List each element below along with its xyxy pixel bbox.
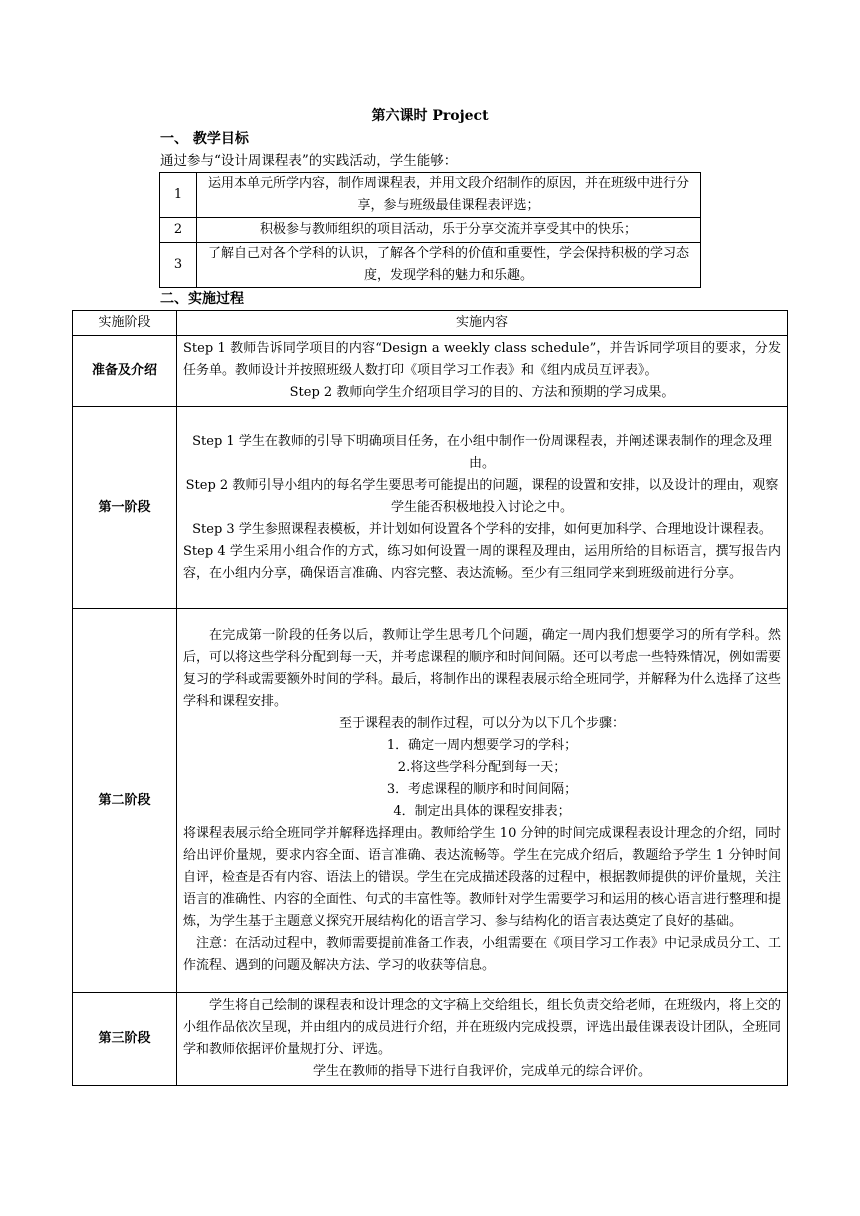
- table-row: [73, 336, 788, 407]
- section-heading-process: 二、实施过程: [160, 291, 244, 307]
- content-paragraph: 将课程表展示给全班同学并解释选择理由。教师给学生 10 分钟的时间完成课程表设计理念的介绍，同时给出评价量规，要求内容全面、语言准确、表达流畅等。学生在完成介绍后，教题给予学生 1 分钟时间自评，检查是否有内容、语法上的错误。学生在完成描述段落的过程中，根据教师提供的评价量规，关注语言的准确性、内容的全面性、句式的丰富性等。教师针对学生需要学习和运用的核心语言进行整理和提炼，为学生基于主题意义探究开展结构化的语言学习、参与结构化的语言表达奠定了良好的基础。: [183, 825, 782, 929]
- section-heading-goals: 一、 教学目标: [160, 131, 249, 147]
- stage-label: 第二阶段: [73, 609, 177, 993]
- content-paragraph: Step 3 学生参照课程表模板，并计划如何设置各个学科的安排，如何更加科学、合理地设计课程表。: [192, 521, 772, 537]
- column-header-content: 实施内容: [177, 311, 788, 336]
- content-paragraph: 至于课程表的制作过程，可以分为以下几个步骤：: [338, 715, 625, 731]
- content-paragraph: 注意：在活动过程中，教师需要提前准备工作表，小组需要在《项目学习工作表》中记录成员分工、工作流程、遇到的问题及解决方法、学习的收获等信息。: [183, 935, 782, 973]
- content-paragraph: Step 4 学生采用小组合作的方式，练习如何设置一周的课程及理由，运用所给的目标语言，撰写报告内容，在小组内分享，确保语言准确、内容完整、表达流畅。至少有三组同学来到班级前进行分享。: [183, 543, 781, 581]
- content-paragraph: Step 2 教师引导小组内的每名学生要思考可能提出的问题，课程的设置和安排，以及设计的理由，观察学生能否积极地投入讨论之中。: [185, 477, 779, 515]
- content-paragraph: 学生将自己绘制的课程表和设计理念的文字稿上交给组长，组长负责交给老师，在班级内，将上交的小组作品依次呈现，并由组内的成员进行介绍，并在班级内完成投票，评选出最佳课表设计团队，全班同学和教师依据评价量规打分、评选。: [183, 998, 782, 1057]
- stage-label: 第三阶段: [73, 993, 177, 1086]
- content-paragraph: Step 2 教师向学生介绍项目学习的目的、方法和预期的学习成果。: [289, 385, 675, 400]
- stage-content: [177, 609, 788, 993]
- stage-content: [177, 407, 788, 609]
- table-row: [160, 173, 701, 218]
- goals-intro: 通过参与“设计周课程表”的实践活动，学生能够：: [160, 153, 458, 169]
- table-row: [160, 218, 701, 243]
- stage-content: [177, 993, 788, 1086]
- process-table: [72, 310, 788, 1086]
- stage-content: [177, 336, 788, 407]
- stage-label: 第一阶段: [73, 407, 177, 609]
- table-header-row: [73, 311, 788, 336]
- goal-number: 2: [160, 218, 197, 243]
- goals-table: [159, 172, 701, 288]
- content-paragraph: 学生在教师的指导下进行自我评价，完成单元的综合评价。: [312, 1064, 651, 1079]
- page-title: 第六课时 Project: [371, 108, 489, 124]
- content-paragraph: 2.将这些学科分配到每一天；: [397, 759, 567, 775]
- goal-text: 积极参与教师组织的项目活动，乐于分享交流并享受其中的快乐；: [197, 218, 701, 243]
- table-row: [160, 243, 701, 288]
- table-row: [73, 407, 788, 609]
- column-header-stage: 实施阶段: [73, 311, 177, 336]
- content-paragraph: Step 1 学生在教师的引导下明确项目任务，在小组中制作一份周课程表，并阐述课表制作的理念及理由。: [192, 433, 772, 471]
- content-paragraph: Step 1 教师告诉同学项目的内容“Design a weekly class schedule”，并告诉同学项目的要求，分发任务单。教师设计并按照班级人数打印《项目学习工作表》和《组内成员互评表》。: [183, 341, 781, 378]
- content-paragraph: 1．确定一周内想要学习的学科；: [386, 737, 578, 753]
- goal-text: 运用本单元所学内容，制作周课程表，并用文段介绍制作的原因，并在班级中进行分享，参与班级最佳课程表评选；: [197, 173, 701, 218]
- goal-number: 3: [160, 243, 197, 288]
- content-paragraph: 3．考虑课程的顺序和时间间隔；: [386, 781, 578, 797]
- stage-label: 准备及介绍: [73, 336, 177, 407]
- goal-text: 了解自己对各个学科的认识，了解各个学科的价值和重要性，学会保持积极的学习态度，发现学科的魅力和乐趣。: [197, 243, 701, 288]
- content-paragraph: 在完成第一阶段的任务以后，教师让学生思考几个问题，确定一周内我们想要学习的所有学科。然后，可以将这些学科分配到每一天，并考虑课程的顺序和时间间隔。还可以考虑一些特殊情况，例如需要复习的学科或需要额外时间的学科。最后，将制作出的课程表展示给全班同学，并解释为什么选择了这些学科和课程安排。: [183, 627, 782, 709]
- goal-number: 1: [160, 173, 197, 218]
- table-row: [73, 609, 788, 993]
- table-row: [73, 993, 788, 1086]
- content-paragraph: 4．制定出具体的课程安排表；: [393, 803, 571, 819]
